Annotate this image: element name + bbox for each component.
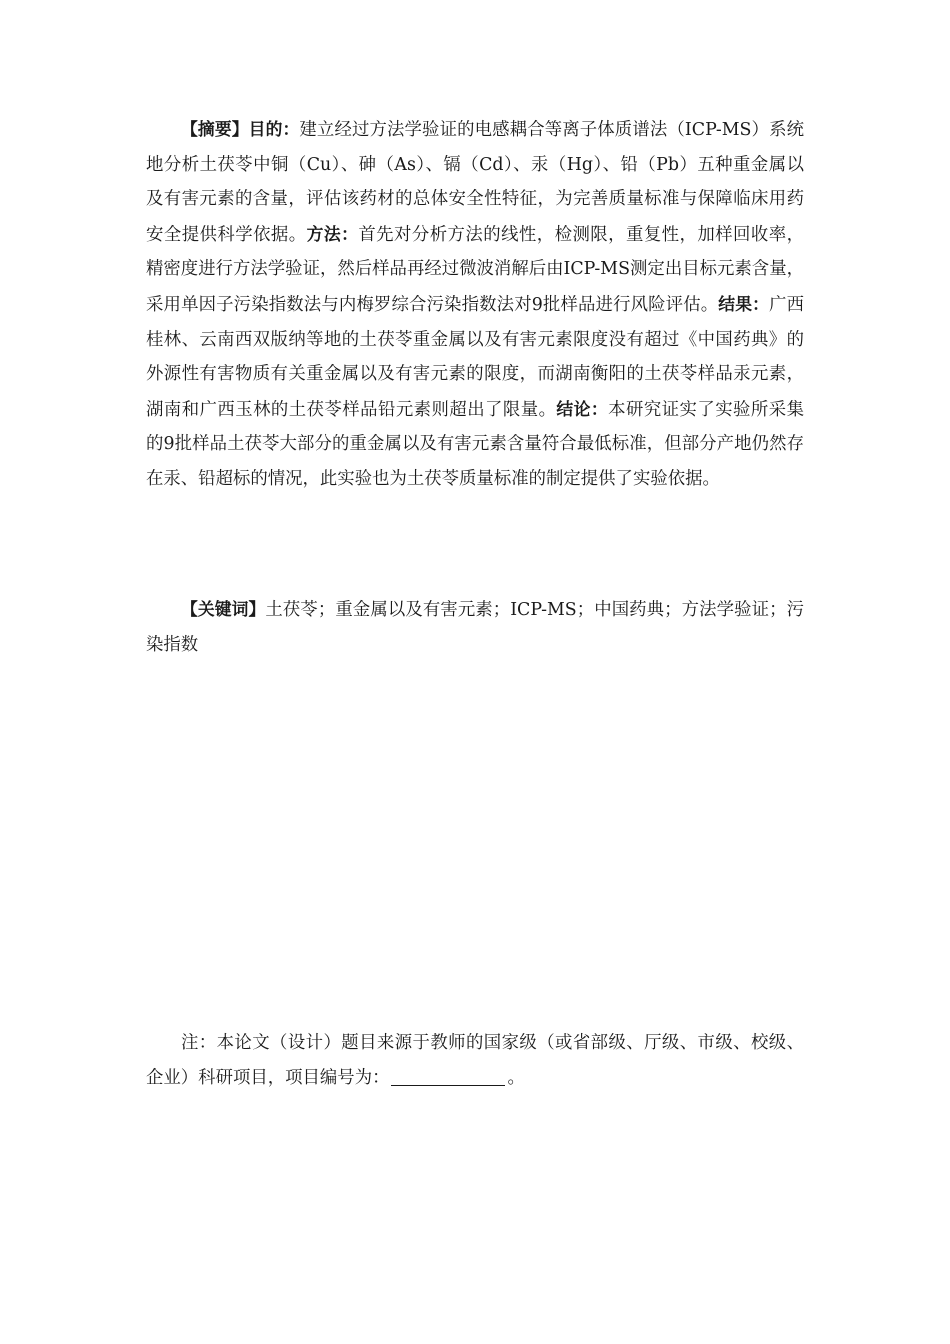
keywords-heading: 【关键词】	[181, 599, 266, 619]
method-label: 方法：	[306, 223, 359, 244]
method-text: 首先对分析方法的线性，检测限，重复性，加样回收率，精密度进行方法学验证，然后样品再经过微波消解后由ICP-MS测定出目标元素含量，采用单因子污染指数法与内梅罗综合污染指数法对9批样品进行风险评估。	[146, 224, 804, 315]
abstract-paragraph	[146, 112, 804, 497]
result-label: 结果：	[718, 293, 770, 314]
conclusion-text: 本研究证实了实验所采集的9批样品土茯苓大部分的重金属以及有害元素含量符合最低标准，但部分产地仍然存在汞、铅超标的情况，此实验也为土茯苓质量标准的制定提供了实验依据。	[146, 399, 804, 489]
abstract-heading: 【摘要】	[181, 119, 249, 139]
conclusion-label: 结论：	[556, 398, 609, 419]
keywords-paragraph	[146, 592, 804, 662]
funding-note	[146, 1026, 804, 1095]
note-end: 。	[507, 1067, 525, 1088]
note-text: 注：本论文（设计）题目来源于教师的国家级（或省部级、厅级、市级、校级、企业）科研项目，项目编号为：	[146, 1033, 804, 1088]
result-text: 广西桂林、云南西双版纳等地的土茯苓重金属以及有害元素限度没有超过《中国药典》的外源性有害物质有关重金属以及有害元素的限度，而湖南衡阳的土茯苓样品汞元素，湖南和广西玉林的土茯苓样品铅元素则超出了限量。	[146, 294, 804, 420]
purpose-text: 建立经过方法学验证的电感耦合等离子体质谱法（ICP-MS）系统地分析土茯苓中铜（Cu）、砷（As）、镉（Cd）、汞（Hg）、铅（Pb）五种重金属以及有害元素的含量，评估该药材的总体安全性特征，为完善质量标准与保障临床用药安全提供科学依据。	[146, 120, 804, 245]
purpose-label: 目的：	[248, 119, 300, 139]
keywords-text: 土茯苓；重金属以及有害元素；ICP-MS；中国药典；方法学验证；污染指数	[146, 600, 804, 655]
project-number-blank	[391, 1067, 505, 1085]
